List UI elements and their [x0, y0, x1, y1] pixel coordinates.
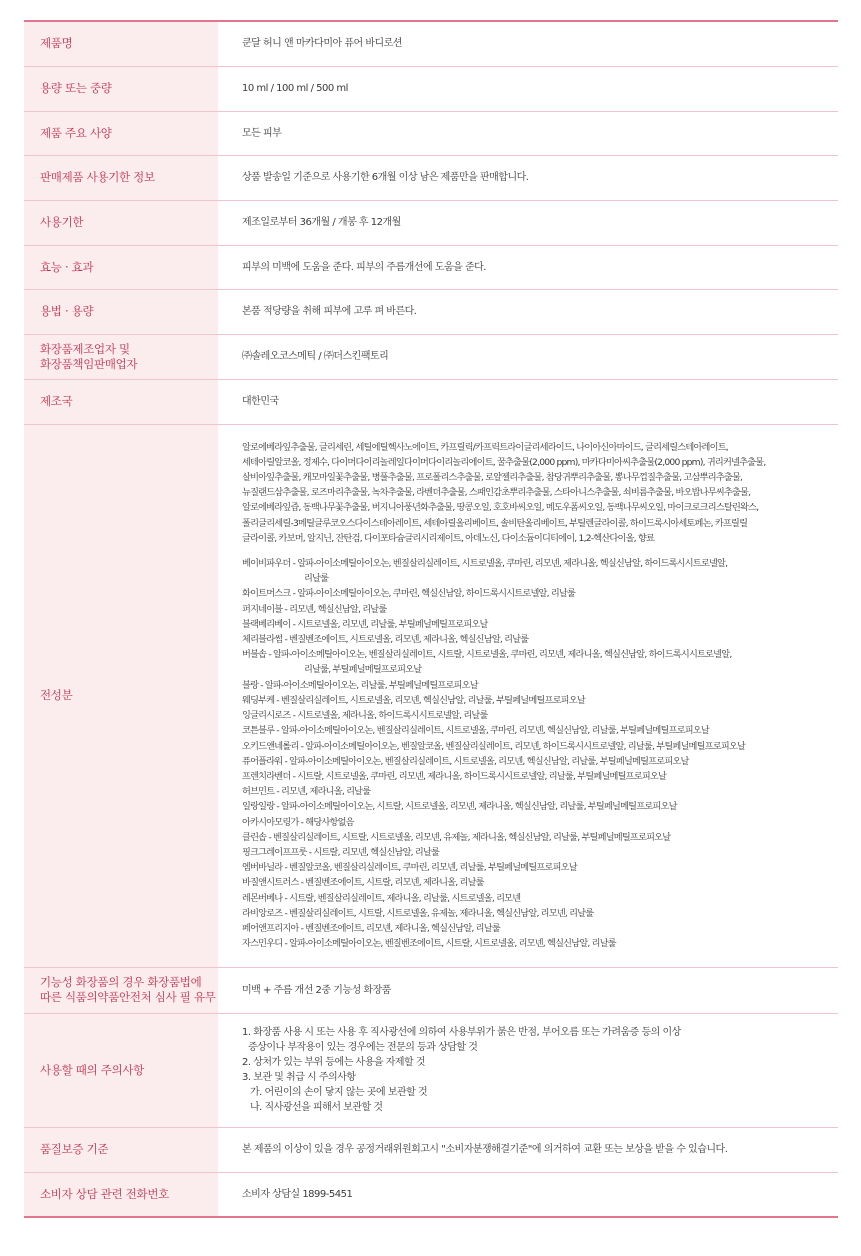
- field-value-8: 대한민국: [218, 379, 838, 424]
- info-row: [24, 1172, 838, 1217]
- field-value-2: 모든 피부: [218, 111, 838, 155]
- caution-line: 나. 직사광선을 피해서 보관할 것: [250, 1102, 383, 1113]
- info-row: [24, 334, 838, 379]
- caution-line: 1. 화장품 사용 시 또는 사용 후 직사광선에 의하여 사용부위가 붉은 반점, 부어오름 또는 가려움증 등의 이상: [242, 1027, 681, 1038]
- fragrance-ingredient-line: 클린솝 - 벤질살리실레이트, 시트랄, 시트로넬올, 리모넨, 유제놀, 제라니올, 헥실신남알, 리날룰, 부틸페닐메틸프로피오날: [242, 831, 671, 843]
- field-label-functional: [24, 967, 218, 1013]
- field-value-end-1: 소비자 상담실 1899-5451: [242, 1188, 353, 1200]
- field-label-3: 판매제품 사용기한 정보: [24, 155, 218, 200]
- fragrance-ingredient-line: 코튼블루 - 알파-아이소메틸아이오논, 벤질살리실레이트, 시트로넬올, 쿠마린, 리모넨, 헥실신남알, 리날룰, 부틸페닐메틸프로피오날: [242, 725, 709, 737]
- ingredient-line: 살비아잎추출물, 캐모마일꽃추출물, 병풀추출물, 프로폴리스추출물, 로얄젤리추출물, 참당귀뿌리추출물, 뽕나무껍질추출물, 고삼뿌리추출물,: [242, 472, 743, 484]
- info-row: [24, 155, 838, 200]
- fragrance-ingredient-line: 웨딩부케 - 벤질살리실레이트, 시트로넬올, 리모넨, 헥실신남알, 리날룰, 부틸페닐메틸프로피오날: [242, 694, 585, 706]
- fragrance-ingredient-line: 퍼지네이블 - 리모넨, 헥실신남알, 리날룰: [242, 603, 387, 615]
- field-value-4: 제조일로부터 36개월 / 개봉 후 12개월: [218, 200, 838, 245]
- field-value-caution: [218, 1013, 838, 1127]
- fragrance-ingredient-line: 허브민트 - 리모넨, 제라니올, 리날룰: [242, 786, 371, 798]
- info-row: [24, 289, 838, 334]
- fragrance-ingredient-line: 화이트머스크 - 알파-아이소메틸아이오논, 쿠마린, 헥실신남알, 하이드록시시트로넬알, 리날룰: [242, 588, 576, 600]
- info-row-ingredients: [24, 424, 838, 967]
- fragrance-ingredient-line: 리날룰, 부틸페닐메틸프로피오날: [304, 664, 422, 676]
- field-label-caution: 사용할 때의 주의사항: [24, 1013, 218, 1127]
- field-label-1: 용량 또는 중량: [24, 66, 218, 111]
- field-label-end-1: 소비자 상담 관련 전화번호: [24, 1172, 218, 1217]
- info-row: [24, 66, 838, 111]
- field-value-0: 쿤달 허니 앤 마카다미아 퓨어 바디로션: [218, 21, 838, 66]
- field-value-end-0: 본 제품의 이상이 있을 경우 공정거래위원회고시 "소비자분쟁해결기준"에 의거하여 교환 또는 보상을 받을 수 있습니다.: [218, 1127, 838, 1172]
- field-label-line: 기능성 화장품의 경우 화장품법에: [40, 975, 202, 989]
- info-row: [24, 245, 838, 289]
- field-value-6: 본품 적당량을 취해 피부에 고루 펴 바른다.: [218, 289, 838, 334]
- fragrance-ingredient-line: 바질앤시트러스 - 벤질벤조에이트, 시트랄, 리모넨, 제라니올, 리날룰: [242, 877, 484, 889]
- ingredient-line: 세테아릴알코올, 정제수, 다이머다이리놀레일다이머다이리놀리에이트, 꿀추출물(2,000 ppm), 마카다미아씨추출물(2,000 ppm), 귀리커넬추출물,: [242, 456, 766, 468]
- caution-line: 2. 상처가 있는 부위 등에는 사용을 자제할 것: [242, 1057, 426, 1068]
- info-row-caution: [24, 1013, 838, 1127]
- field-label-ingredients: 전성분: [24, 424, 218, 967]
- info-row-functional: [24, 967, 838, 1013]
- fragrance-ingredient-line: 버블솝 - 알파-아이소메틸아이오논, 벤질살리실레이트, 시트랄, 시트로넬올, 쿠마린, 리모넨, 제라니올, 헥실신남알, 하이드록시시트로넬알,: [242, 649, 732, 661]
- product-info-table: [24, 20, 838, 1218]
- field-label-line: 화장품제조업자 및: [40, 341, 130, 356]
- field-label-5: 효능 · 효과: [24, 245, 218, 289]
- field-label-end-0: 품질보증 기준: [24, 1127, 218, 1172]
- fragrance-ingredient-line: 블랙베리베이 - 시트로넬올, 리모넨, 리날룰, 부틸페닐메틸프로피오날: [242, 618, 488, 630]
- info-row: [24, 21, 838, 66]
- field-value-3: 상품 발송일 기준으로 사용기한 6개월 이상 남은 제품만을 판매합니다.: [218, 155, 838, 200]
- fragrance-ingredient-line: 라비앙로즈 - 벤질살리실레이트, 시트랄, 시트로넬올, 유제놀, 제라니올, 헥실신남알, 리모넨, 리날룰: [242, 907, 594, 919]
- fragrance-ingredient-line: 아카시아모링가 - 해당사항없음: [242, 816, 354, 828]
- field-value-7: ㈜솔레오코스메틱 / ㈜더스킨팩토리: [218, 334, 838, 379]
- ingredient-line: 글라이콜, 카보머, 알지닌, 잔탄검, 다이포타슘글리시리제이트, 아데노신, 다이소듐이디티에이, 1,2-헥산다이올, 향료: [242, 532, 655, 544]
- fragrance-ingredient-line: 핑크그레이프프룻 - 시트랄, 리모넨, 헥실신남알, 리날룰: [242, 846, 440, 858]
- info-row: [24, 1127, 838, 1172]
- fragrance-ingredient-line: 엠버바닐라 - 벤질알코올, 벤질살리실레이트, 쿠마린, 리모넨, 리날룰, 부틸페닐메틸프로피오날: [242, 862, 577, 874]
- fragrance-ingredient-line: 베이비파우더 - 알파-아이소메틸아이오논, 벤질살리실레이트, 시트로넬올, 쿠마린, 리모넨, 제라니올, 헥실신남알, 하이드록시시트로넬알,: [242, 558, 728, 570]
- fragrance-ingredient-line: 잉글리시로즈 - 시트로넬올, 제라니올, 하이드록시시트로넬알, 리날룰: [242, 710, 488, 722]
- caution-line: 3. 보관 및 취급 시 주의사항: [242, 1072, 356, 1083]
- fragrance-ingredient-line: 레몬버베나 - 시트랄, 벤질살리실레이트, 제라니올, 리날룰, 시트로넬올, 리모넨: [242, 892, 521, 904]
- caution-line: 증상이나 부작용이 있는 경우에는 전문의 등과 상담할 것: [248, 1042, 478, 1053]
- spacer: [242, 546, 828, 556]
- ingredient-line: 폴리글리세릴-3메틸글루코오스다이스테아레이트, 세테아릴올리베이트, 솔비탄올리베이트, 부틸렌글라이콜, 하이드록시아세토페논, 카프릴릴: [242, 517, 748, 529]
- product-info-container: [24, 20, 838, 1218]
- fragrance-ingredient-line: 리날룰: [304, 573, 329, 585]
- field-label-7: [24, 334, 218, 379]
- field-label-4: 사용기한: [24, 200, 218, 245]
- ingredient-line: 알로에베라잎추출물, 글리세린, 세틸에틸헥사노에이트, 카프릴릭/카프릭트라이글리세라이드, 나이아신아마이드, 글리세릴스테아레이트,: [242, 441, 728, 453]
- field-value-5: 피부의 미백에 도움을 준다. 피부의 주름개선에 도움을 준다.: [218, 245, 838, 289]
- fragrance-ingredient-line: 체리블라썸 - 벤질벤조에이트, 시트로넬올, 리모넨, 제라니올, 헥실신남알, 리날룰: [242, 634, 529, 646]
- ingredient-line: 뉴질랜드삼추출물, 로즈마리추출물, 녹차추출물, 라벤더추출물, 스패인감초뿌리추출물, 스타아니스추출물, 쇠비름추출물, 바오밥나무씨추출물,: [242, 487, 751, 499]
- fragrance-ingredient-line: 페어앤프리지아 - 벤질벤조에이트, 리모넨, 제라니올, 헥실신남알, 리날룰: [242, 922, 500, 934]
- fragrance-ingredient-line: 오키드앤네롤리 - 알파-아이소메틸아이오논, 벤질알코올, 벤질살리실레이트, 리모넨, 하이드록시시트로넬알, 리날룰, 부틸페닐메틸프로피오날: [242, 740, 746, 752]
- info-row: [24, 111, 838, 155]
- fragrance-ingredient-line: 퓨어플라워 - 알파-아이소메틸아이오논, 벤질살리실레이트, 시트로넬올, 리모넨, 헥실신남알, 리날룰, 부틸페닐메틸프로피오날: [242, 755, 689, 767]
- field-label-line: 화장품책임판매업자: [40, 356, 138, 371]
- fragrance-ingredient-line: 일랑일랑 - 알파-아이소메틸아이오논, 시트랄, 시트로넬올, 리모넨, 제라니올, 헥실신남알, 리날룰, 부틸페닐메틸프로피오날: [242, 801, 677, 813]
- field-label-line: 따른 식품의약품안전처 심사 필 유무: [40, 990, 216, 1004]
- info-row: [24, 200, 838, 245]
- caution-line: 가. 어린이의 손이 닿지 않는 곳에 보관할 것: [250, 1087, 428, 1098]
- field-label-0: 제품명: [24, 21, 218, 66]
- fragrance-ingredient-line: 프렌치라벤더 - 시트랄, 시트로넬올, 쿠마린, 리모넨, 제라니올, 하이드록시시트로넬알, 리날룰, 부틸페닐메틸프로피오날: [242, 770, 667, 782]
- field-label-2: 제품 주요 사양: [24, 111, 218, 155]
- ingredient-line: 알로에베라잎즙, 동백나무꽃추출물, 버지니아풍년화추출물, 땅콩오일, 호호바씨오일, 메도우폼씨오일, 동백나무씨오일, 마이크로크리스탈린왁스,: [242, 502, 759, 514]
- field-label-6: 용법 · 용량: [24, 289, 218, 334]
- info-row: [24, 379, 838, 424]
- product-info-table-body: [24, 21, 838, 1217]
- field-value-1: 10 ml / 100 ml / 500 ml: [218, 66, 838, 111]
- field-label-8: 제조국: [24, 379, 218, 424]
- fragrance-ingredient-line: 블랑 - 알파-아이소메틸아이오논, 리날룰, 부틸페닐메틸프로피오날: [242, 679, 478, 691]
- fragrance-ingredient-line: 자스민우디 - 알파-아이소메틸아이오논, 벤질벤조에이트, 시트랄, 시트로넬올, 리모넨, 헥실신남알, 리날룰: [242, 938, 616, 950]
- field-value-ingredients: [218, 424, 838, 967]
- field-value-functional: 미백 + 주름 개선 2중 기능성 화장품: [218, 967, 838, 1013]
